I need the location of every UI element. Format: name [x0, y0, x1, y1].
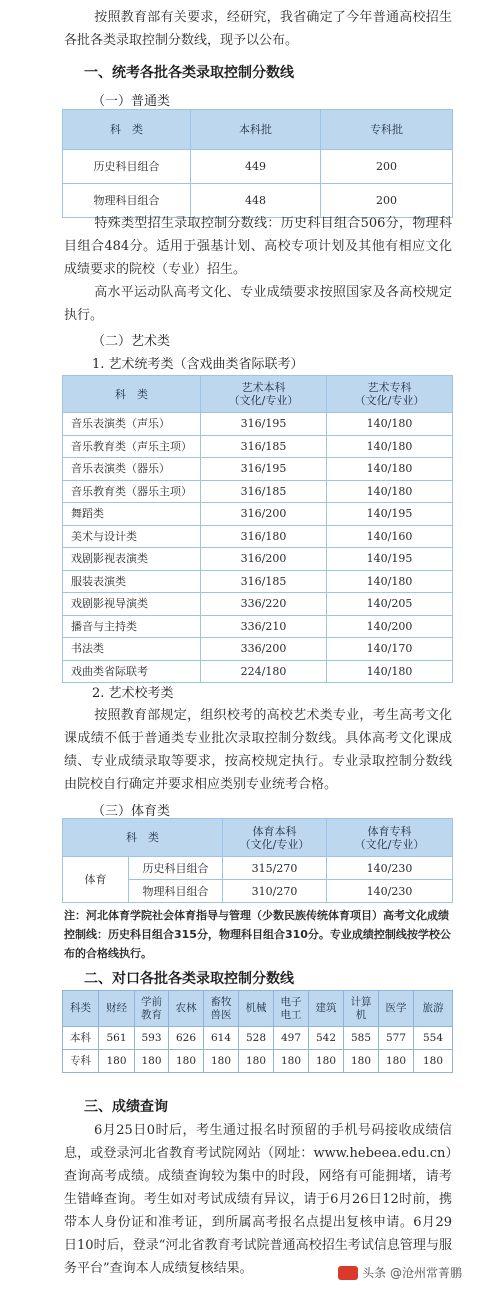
table-header: 农林: [169, 991, 204, 1027]
table-cell: 书法类: [63, 638, 201, 661]
section-1-title: 一、统考各批各类录取控制分数线: [84, 65, 294, 81]
intro-paragraph: 按照教育部有关要求，经研究，我省确定了今年普通高校招生各批各类录取控制分数线，现予以公布。: [64, 10, 452, 48]
table-cell: 316/195: [201, 413, 327, 436]
table-row: [63, 638, 453, 661]
table-cell: 140/200: [327, 615, 453, 638]
table-cell: 180: [99, 1050, 135, 1073]
table-header: 体育专科 （文化/专业）: [327, 819, 453, 857]
table-cell: 200: [321, 184, 453, 218]
table-cell: 戏剧影视表演类: [63, 548, 201, 571]
table-cell: 310/270: [223, 880, 327, 903]
table-cell: 561: [99, 1027, 135, 1050]
table-header: 科 类: [63, 819, 223, 857]
sports-team-paragraph: 高水平运动队高考文化、专业成绩要求按照国家及各高校规定执行。: [64, 285, 452, 323]
table-cell: 140/230: [327, 857, 453, 880]
table-cell: 528: [239, 1027, 274, 1050]
table-row: [63, 615, 453, 638]
table-cell: 音乐表演类（声乐）: [63, 413, 201, 436]
watermark: [338, 1264, 462, 1281]
table-header: 科 类: [63, 110, 191, 150]
table-cell: 历史科目组合: [129, 857, 223, 880]
table-row: [63, 1027, 453, 1050]
table-header: 财经: [99, 991, 135, 1027]
table-cell: 336/200: [201, 638, 327, 661]
table-header: 计算 机: [344, 991, 379, 1027]
table-cell: 336/210: [201, 615, 327, 638]
table-cell: 戏剧影视导演类: [63, 593, 201, 616]
table-cell: 449: [191, 150, 321, 184]
toutiao-logo-icon: [338, 1266, 358, 1280]
table-header: 建筑: [309, 991, 344, 1027]
table-cell: 180: [414, 1050, 453, 1073]
watermark-text: 头条 @沧州常菁鹏: [362, 1266, 462, 1280]
table-row: [63, 1050, 453, 1073]
table-header-row: [63, 991, 453, 1027]
section-1-2-title: （二）艺术类: [92, 334, 171, 349]
table-row: [63, 548, 453, 571]
table-cell: 180: [344, 1050, 379, 1073]
table-cell: 音乐教育类（声乐主项）: [63, 435, 201, 458]
table-cell: 542: [309, 1027, 344, 1050]
table-cell: 历史科目组合: [63, 150, 191, 184]
table-row: [63, 413, 453, 436]
table-cell: 戏曲类省际联考: [63, 660, 201, 683]
table-cell: 316/185: [201, 570, 327, 593]
sports-score-table: [62, 818, 453, 903]
art-school-paragraph: 按照教育部规定，组织校考的高校艺术类专业，考生高考文化课成绩不低于普通类专业批次录取控制分数线。具体高考文化课成绩、专业成绩录取等要求，按高校规定执行。专业录取控制分数线由院校自行确定并要求相应类别专业统考合格。: [64, 708, 452, 792]
table-cell: 180: [169, 1050, 204, 1073]
table-cell: 315/270: [223, 857, 327, 880]
section-3-title: 三、成绩查询: [84, 1099, 168, 1115]
art-score-table: [62, 375, 453, 683]
table-row: [63, 480, 453, 503]
table-row: [63, 593, 453, 616]
table-cell: 614: [204, 1027, 239, 1050]
table-cell: 140/170: [327, 638, 453, 661]
table-cell: 专科: [63, 1050, 99, 1073]
vocational-score-table: [62, 990, 453, 1073]
table-cell: 140/195: [327, 548, 453, 571]
table-cell: 音乐教育类（器乐主项）: [63, 480, 201, 503]
table-header: 科 类: [63, 376, 201, 413]
table-cell: 140/180: [327, 570, 453, 593]
table-header: 专科批: [321, 110, 453, 150]
table-row: [63, 525, 453, 548]
table-cell: 140/180: [327, 480, 453, 503]
table-header: 医学: [379, 991, 414, 1027]
table-row: [63, 660, 453, 683]
table-cell: 180: [239, 1050, 274, 1073]
table-header: 旅游: [414, 991, 453, 1027]
table-cell: 140/180: [327, 413, 453, 436]
score-inquiry-paragraph: 6月25日0时后，考生通过报名时预留的手机号码接收成绩信息，或登录河北省教育考试院网站（网址：www.hebeea.edu.cn）查询高考成绩。成绩查询较为集中的时段，网络有可能拥堵，请考生错峰查询。考生如对考试成绩有异议，请于6月26日12时前，携带本人身份证和准考证，到所属高考报名点提出复核申请。6月29日10时后，登录“河北省教育考试院普通高校招生考试信息管理与服务平台”查询本人成绩复核结果。: [64, 1123, 452, 1276]
table-cell: 180: [204, 1050, 239, 1073]
table-cell: 180: [379, 1050, 414, 1073]
table-header: 学前 教育: [135, 991, 169, 1027]
sports-note: 注：河北体育学院社会体育指导与管理（少数民族传统体育项目）高考文化成绩控制线：历史科目组合315分，物理科目组合310分。专业成绩控制线按学校公布的合格线执行。: [64, 909, 451, 960]
table-cell: 140/180: [327, 435, 453, 458]
table-cell: 体育: [63, 857, 129, 903]
table-cell: 140/195: [327, 503, 453, 526]
table-cell: 180: [309, 1050, 344, 1073]
table-cell: 316/195: [201, 458, 327, 481]
table-cell: 497: [274, 1027, 309, 1050]
table-cell: 316/185: [201, 480, 327, 503]
table-cell: 180: [274, 1050, 309, 1073]
table-header: 本科批: [191, 110, 321, 150]
special-type-paragraph: 特殊类型招生录取控制分数线：历史科目组合506分，物理科目组合484分。适用于强基计划、高校专项计划及其他有相应文化成绩要求的院校（专业）招生。: [64, 216, 452, 277]
table-header: 科类: [63, 991, 99, 1027]
table-cell: 美术与设计类: [63, 525, 201, 548]
table-cell: 316/200: [201, 503, 327, 526]
table-cell: 音乐表演类（器乐）: [63, 458, 201, 481]
table-row: [63, 570, 453, 593]
table-header: 艺术本科 （文化/专业）: [201, 376, 327, 413]
table-cell: 224/180: [201, 660, 327, 683]
table-cell: 585: [344, 1027, 379, 1050]
table-cell: 626: [169, 1027, 204, 1050]
table-header: 电子 电工: [274, 991, 309, 1027]
table-row: [63, 458, 453, 481]
section-1-1-title: （一）普通类: [92, 94, 171, 109]
table-row: [63, 435, 453, 458]
table-cell: 舞蹈类: [63, 503, 201, 526]
table-cell: 593: [135, 1027, 169, 1050]
table-cell: 577: [379, 1027, 414, 1050]
table-cell: 200: [321, 150, 453, 184]
table-header: 体育本科 （文化/专业）: [223, 819, 327, 857]
table-cell: 316/185: [201, 435, 327, 458]
art-school-exam-title: 2. 艺术校考类: [92, 686, 174, 701]
general-score-table: [62, 109, 453, 218]
table-cell: 140/230: [327, 880, 453, 903]
table-cell: 316/200: [201, 548, 327, 571]
table-header: 畜牧 兽医: [204, 991, 239, 1027]
table-cell: 服装表演类: [63, 570, 201, 593]
table-cell: 本科: [63, 1027, 99, 1050]
table-cell: 物理科目组合: [63, 184, 191, 218]
table-cell: 336/220: [201, 593, 327, 616]
table-cell: 140/160: [327, 525, 453, 548]
table-row: [63, 503, 453, 526]
table-cell: 448: [191, 184, 321, 218]
table-cell: 180: [135, 1050, 169, 1073]
table-cell: 554: [414, 1027, 453, 1050]
table-cell: 播音与主持类: [63, 615, 201, 638]
section-1-3-title: （三）体育类: [92, 804, 171, 819]
art-exam-title: 1. 艺术统考类（含戏曲类省际联考）: [92, 357, 304, 372]
section-2-title: 二、对口各批各类录取控制分数线: [84, 971, 294, 987]
table-cell: 316/180: [201, 525, 327, 548]
table-cell: 140/180: [327, 458, 453, 481]
table-header: 艺术专科 （文化/专业）: [327, 376, 453, 413]
table-cell: 140/180: [327, 660, 453, 683]
table-header: 机械: [239, 991, 274, 1027]
table-cell: 物理科目组合: [129, 880, 223, 903]
table-cell: 140/205: [327, 593, 453, 616]
